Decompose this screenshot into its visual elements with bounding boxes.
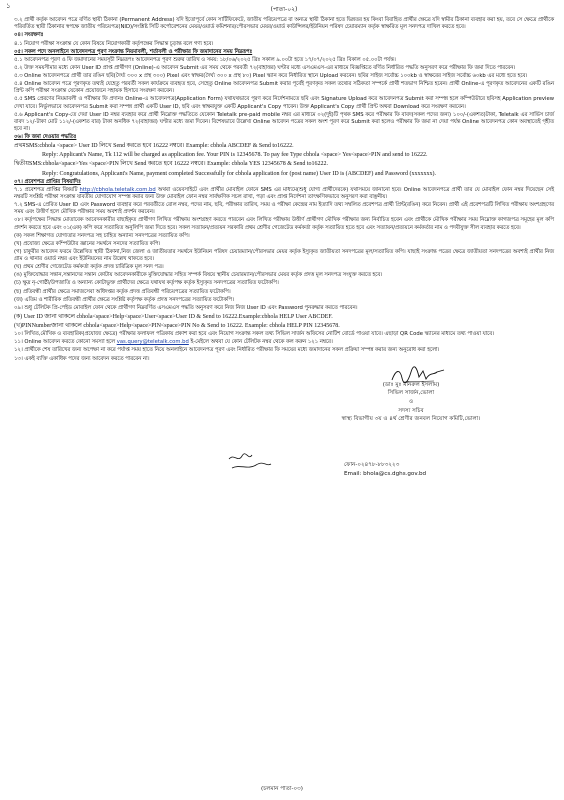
- page-number: (পাতা-০২): [270, 6, 298, 13]
- first-sms: প্রথমSMS:cbhola <space> User ID লিখে Send করতে হবে 16222 নম্বরে। Example: cbhola ABCDEF & Send to16222.: [14, 143, 294, 150]
- para-7-2: ৭.২ SMS-এ প্রেরিত User ID এবং Password ব্যবহার করে পরবর্তীতে রোল নম্বর, পদের নাম, ছবি, পরীক্ষার তারিখ, সময় ও পরীক্ষা কেন্দ্রের নাম ইত্যাদি তথ্য সম্বলিত প্রবেশপত্র প্রার্থী প্রিন্ট(রঙিন) করে নিবেন। প্রার্থী এই প্রবেশপত্রটি লিখিত পরীক্ষায় অংশগ্রহণের সময় এবং উত্তীর্ণ হলে মৌখিক পরীক্ষার সময় অবশ্যই প্রদর্শন করবেন।: [14, 202, 554, 216]
- signatory-details: [246, 381, 564, 424]
- teletalk-link[interactable]: http://cbhola.teletalk.com.bd: [79, 186, 156, 193]
- para-4-1: ৪.১ নিয়োগ পরীক্ষা সংক্রান্ত যে কোন বিষয়ে নিয়োগকারী কর্তৃপক্ষের সিদ্ধান্ত চূড়ান্ত বলে গণ্য হবে।: [14, 40, 214, 47]
- recover-user-id: (ক) User ID জানা থাকলে cbhola<space>Help<space>User<space>User ID & Send to 16222.Example:cbhola HELP User ABCDEF.: [14, 313, 333, 320]
- list-item-ga: (গ) চাকুরীর আবেদন ফরমে উল্লেখিত স্থায়ী ঠিকানা,নিজ জেলা ও জাতীয়তার সমর্থনে ইউনিয়ন পরিষদ চেয়ারম্যান/পৌরসভার মেয়র কর্তৃক ইস্যুকৃত জাতীয়তা সনদপত্রের মূল/সত্যায়িত কপি। যাছাই সংক্রান্ত পত্রের ক্ষেত্রে জাতীয়তা সনদপত্রের অবশ্যই প্রার্থীর নিজ গ্রাম ও থানার ওয়ার্ড নম্বর এবং ইউনিয়নের নাম উল্লেখ থাকতে হবে।: [14, 248, 554, 263]
- para-11-lead: ১১। Online আবেদন করতে কোনো সমস্যা হলে: [14, 339, 116, 346]
- recover-pin: (খ)PINNumberজানা থাকলে cbhola<space>Help<space>PIN<space>PIN No & Send to 16222. Example: cbhola HELP PIN 12345678.: [14, 323, 340, 330]
- list-item-gha: (ঘ) প্রথম শ্রেণীর গেজেটেড কর্মকর্তা কর্তৃক প্রদত্ত চারিত্রিক মূল সনদ পত্র।: [14, 264, 164, 271]
- para-8: ০৮। কর্তৃপক্ষের সিদ্ধান্ত মোতাবেক আবেদনকারীর বাছাইকৃত প্রার্থীগণ লিখিত পরীক্ষায় অংশগ্রহণ করতে পারবেন এবং লিখিত পরীক্ষায় উত্তীর্ণ প্রার্থীগণ মৌখিক পরীক্ষার জন্য নির্বাচিত হবেন এবং প্রার্থীকে মৌখিক পরীক্ষার সময় নিম্নোক্ত কাগজপত্র সমূহের মূল কপি প্রদর্শন করতে হবে এবং ০১(এক) কপি করে সত্যায়িত অনুলিপি জমা দিতে হবে। সকল সত্যায়ন/প্রত্যয়ন সরকারি প্রথম শ্রেণীর গেজেটেড কর্মকর্তা কর্তৃক সত্যায়িত হতে হবে এবং সত্যায়ন/প্রত্যয়নে কর্মকর্তার নাম ও পদবীযুক্ত সীল ব্যবহার করতে হবে।: [14, 217, 554, 231]
- list-item-ja: (জ) এতিম ও শারীরিক প্রতিবন্ধী প্রার্থীর ক্ষেত্রে সংশ্লিষ্ট কর্তৃপক্ষ কর্তৃক প্রদত্ত সনদপত্রের সত্যায়িত ফটোকপি।: [14, 296, 234, 303]
- corner-mark: ১: [6, 2, 11, 10]
- section-6-heading: ০৬। ফি জমা দেওয়ার পদ্ধতিঃ: [14, 134, 77, 141]
- para-5-5: ৫.৫ SMS প্রেরণের নিয়মাবলী ও পরীক্ষার ফি প্রদানঃ Online-এ আবেদনপত্র(Application Form) যথাযথভাবে পূরণ করে নির্দেশনামতে ছবি এবং Signature Upload করে আবেদনপত্র Submit করা সম্পন্ন হলে কম্পিউটারে ছবিসহ Application preview দেখা যাবে। নির্ভুলভাবে আবেদনপত্র Submit করা সম্পন্ন প্রার্থী একটি User ID, ছবি এবং স্বাক্ষরযুক্ত একটি Applicant's Copy পাবেন। উক্ত Applicant's Copy প্রার্থী প্রিন্ট অথবা Download করে সংরক্ষণ করবেন।: [14, 96, 554, 110]
- first-sms-reply: Reply: Applicant's Name, Tk 112 will be charged as application fee. Your PIN is 12345678. To pay fee Type cbhola <space> Yes<space>PIN and send to 16222.: [42, 152, 428, 159]
- para-11: [14, 339, 554, 346]
- para-5-4: ৫.৪ Online আবেদন পত্রে পূরণকৃত তথ্যই যেহেতু পরবর্তী সকল কার্যক্রমে ব্যবহৃত হবে, সেহেতু Online আবেদনপত্র Submit করার পূর্বেই পূরণকৃত সকল তথ্যের সঠিকতা সম্পর্কে প্রার্থী শতভাগ নিশ্চিত হবেন। প্রার্থী Online-এ পূরণকৃত আবেদনের একটি রঙিন প্রিন্ট কপি পরীক্ষা সংক্রান্ত যেকোন প্রয়োজনে সহায়ক হিসাবে সংরক্ষণ করবেন।: [14, 81, 554, 95]
- para-5-6: ৫.৬ Applicant's Copy-তে দেয়া User ID নম্বর ব্যবহার করে প্রার্থী নিম্নোক্ত পদ্ধতিতে যেকোন Teletalk pre-paid mobile নম্বর এর মাধ্যমে ০২(দুই)টি পৃথক SMS করে পরীক্ষার ফি বাবদ(সকল পদের জন্য) ১০০/-(একশত)টাকা, Teletalk এর সার্ভিস চার্জ বাবদ ১২/-টাকা মোট ১১২/-(একশত বার) টাকা অনধিক ৭২(বাহাত্তর) ঘণ্টার মধ্যে জমা দিবেন। বিশেষভাবে উল্লেখ্য Online আবেদন পত্রের সকল অংশ পূরণ করে Submit করা হলেও পরীক্ষার ফি জমা না দেয়া পর্যন্ত Online আবেদনপত্র কোন অবস্থাতেই গৃহীত হবে না।: [14, 111, 554, 132]
- second-sms: দ্বিতীয়SMS:cbhola<space>Yes <space>PIN লিখে Send করতে হবে 16222 নম্বরে। Example: cbhola YES 12345678 & Send to16222.: [14, 161, 329, 168]
- support-email-link[interactable]: vas.query@teletalk.com.bd: [116, 339, 189, 346]
- signatory-committee: স্বাস্থ্য বিভাগীয় ৩য় ও ৪র্থ শ্রেণীর জনবল নিয়োগ কমিটি,ভোলা।: [341, 416, 481, 423]
- para-11-rest: ই-মেইলে অথবা যে কোন টেলিটক নম্বর থেকে কল করুন ১২১ নম্বরে।: [190, 339, 333, 346]
- contact-phone: ফোন-০২৪৭৮-৮৮৩২২৩: [344, 461, 400, 468]
- para-12: ১২। প্রার্থীকে শেষ তারিখের জন্য অপেক্ষা না করে পর্যাপ্ত সময় হাতে নিয়ে অনলাইনে আবেদনপত্র পূরণ এবং নির্ধারিত পরীক্ষার ফি সময়ের মধ্যে জমাদানের সকল প্রক্রিয়া সম্পন্ন করার জন্য অনুরোধ করা হলো।: [14, 347, 440, 354]
- para-7-1-lead: ৭.১ প্রবেশপত্র প্রাপ্তির বিষয়টি: [14, 186, 78, 193]
- signatory-title: সিভিল সার্জন,ভোলা: [387, 390, 435, 397]
- continuation-footer: (চলমান পাতা-০৩): [261, 786, 303, 793]
- signatory-role: সদস্য সচিব: [398, 407, 424, 414]
- list-item-nga: (ঙ) মুক্তিযোদ্ধার সন্তান,সন্তানদের সন্তান কোটায় আবেদনকারীকে মুক্তিযোদ্ধার সহিত সম্পর্ক বিষয়ে স্থানীয় চেয়ারম্যান/পৌরসভার মেয়র কর্তৃক প্রদত্ত মূল সনদপত্র সংযুক্ত করতে হবে।: [14, 272, 383, 279]
- contact-email: Email: bhola@cs.dghs.gov.bd: [344, 471, 427, 478]
- section-4-heading: ০৪। সংরক্ষণঃ: [14, 32, 44, 39]
- para-5-3: ৫.৩ Online আবেদনপত্রে প্রার্থী তার রঙিন ছবি(দৈর্ঘ্য ৩০০ x প্রস্থ ৩০০) Pixel এবং স্বাক্ষর(দৈর্ঘ্য ৩০০ x প্রস্থ ৮০) Pixel স্ক্যান করে নির্ধারিত স্থানে Upload করবেন। ছবির সাইজ সর্বোচ্চ ১০০kb ও স্বাক্ষরের সাইজ সর্বোচ্চ ৬০kb এর মধ্যে হতে হবে।: [14, 73, 528, 80]
- list-item-ka: (ক) সকল শিক্ষাগত যোগ্যতার সনদপত্র সহ চাহিত অন্যান্য সনদপত্রের সত্যায়িত কপি।: [14, 232, 190, 239]
- contact-details: [344, 461, 426, 480]
- signatory-name: (ডাঃ মুঃ মনিরুল ইসলাম): [382, 381, 440, 388]
- para-5-1: ৫.১ আবেদনপত্র পূরণ ও ফি জমাদানের সময়সূচী নিম্নরূপঃ আবেদনপত্র পূরণ শুরুর তারিখ ও সময়: ১৮/০৬/২০২৫ খ্রিঃ সকাল ৯.০০টা হতে ১৭/০৭/২০২৫ খ্রিঃ বিকাল ০৫.০০টা পর্যন্ত।: [14, 56, 396, 63]
- para-7-1-rest: অথবা ওয়েবসাইটে এবং প্রার্থীর মোবাইল ফোনে SMS এর মাধ্যমে(শুধু যোগ্য প্রার্থীদেরকে) যথাসময়ে জানানো হবে। Online আবেদনপত্রে প্রার্থী তার যে মোবাইল ফোন নম্বর দিয়েছেন সেই নম্বরটি সংশ্লিষ্ট পরীক্ষা সংক্রান্ত যাবতীয় যোগাযোগ সম্পন্ন করার জন্য উক্ত মোবাইল ফোন নম্বর সার্বক্ষণিক সচল রাখা, পড়া এবং প্রাপ্ত নির্দেশনা তাৎক্ষণিকভাবে অনুসরণ করা বাঞ্ছনীয়।: [14, 186, 555, 201]
- signature-block: [14, 366, 554, 494]
- list-item-kha: (খ) প্রযোজ্য ক্ষেত্রে কম্পিউটার জ্ঞানের সমর্থনে সনদের সত্যায়িত কপি।: [14, 240, 161, 247]
- para-3-2: ৩.২ প্রার্থী কর্তৃক আবেদন পত্রে বর্ণিত স্থায়ী ঠিকানা (Permanent Address) যদি ইতোপূর্বে কোন সার্টিফিকেটে, জাতীয় পরিচয়পত্রে বা অন্যত্র স্থায়ী ঠিকানা হতে ভিন্নতর হয় কিংবা বিবাহিত প্রার্থীর ক্ষেত্রে যদি স্বামীর ঠিকানা ব্যবহার করা হয়, তবে সে ক্ষেত্রে প্রার্থীকে পরিবর্তিত স্থায়ী ঠিকানার স্বপক্ষে জাতীয় পরিচয়পত্র(NID)/সংশ্লিষ্ট সিটি কর্পোরেশনের মেয়র/ওয়ার্ড কমিশনার/পৌরসভার মেয়র/ওয়ার্ড কাউন্সিলর/ইউনিয়ন পরিষদ চেয়ারম্যান কর্তৃক স্বাক্ষরিত মূল সনদপত্র দাখিল করতে হবে।: [14, 17, 554, 31]
- signatory-and: ও: [408, 399, 414, 406]
- para-9: ০৯। শুধু টেলিটক প্রি-পেইড মোবাইল ফোন থেকে প্রার্থীগণ নিম্নবর্ণিত এসএমএস পদ্ধতি অনুসরণ করে নিজ নিজ User ID এবং Password পুনরুদ্ধার করতে পারবেন।: [14, 304, 358, 311]
- second-sms-reply: Reply: Congratulations, Applicant's Name, payment completed Successfully for cbhola application for (post name) User ID is (ABCDEF) and Password (xxxxxxx).: [42, 170, 437, 177]
- section-7-heading: ০৭। প্রবেশপত্র প্রাপ্তির বিষয়াদিঃ: [14, 178, 81, 185]
- list-item-cha: (ছ) প্রতিবন্ধী প্রার্থীর ক্ষেত্রে সমাজসেবা অধিদপ্তর কর্তৃক প্রদত্ত প্রতিবন্ধী পরিচয়পত্রের সত্যায়িত ফটোকপি।: [14, 288, 231, 295]
- para-5-2: ৫.২ উক্ত সময়সীমার মধ্যে কোন User ID প্রাপ্ত প্রার্থীগণ (Online)-এ আবেদন Submit এর সময় থেকে পরবর্তী ৭২(বাহাত্তর) ঘণ্টার মধ্যে এসএমএস-এর মাধ্যমে বিজ্ঞপ্তিতে বর্ণিত নির্ধারিত পদ্ধতি অনুসরণ করে পরীক্ষার ফি জমা দিতে পারবেন।: [14, 64, 516, 71]
- date-initials: [226, 451, 274, 473]
- section-5-heading: ০৫। সকল পদে অনলাইনে আবেদনপত্র পূরণ সংক্রান্ত নিয়মাবলী, শর্তাবলী ও পরীক্ষার ফি জমাদানের সময় নিম্নরূপঃ: [14, 48, 253, 55]
- list-item-ca: (চ) ক্ষুদ্র নৃ-গোষ্ঠী/উপজাতি ও অন্যান্য কোটাভুক্ত প্রার্থীদের ক্ষেত্রে যথাযথ কর্তৃপক্ষ কর্তৃক ইস্যুকৃত সনদপত্রের সত্যায়িত ফটোকপি।: [14, 280, 279, 287]
- para-13: ১৩। একই ব্যক্তি একাধিক পদের জন্য আবেদন করতে পারবেন না।: [14, 355, 150, 362]
- para-7-1: [14, 187, 554, 201]
- para-10: ১০। লিখিত,মৌখিক ও ব্যবহারিক(প্রযোজ্য ক্ষেত্রে) পরীক্ষার ফলাফল পত্রিকায় প্রকাশ করা হবে এবং নিয়োগ সংক্রান্ত সকল তথ্য সিভিল সার্জন অফিসের নোটিশ বোর্ডে পাওয়া যাবে। এছাড়া QR Code স্ক্যানের মাধ্যমে তথ্য পাওয়া যাবে।: [14, 331, 495, 338]
